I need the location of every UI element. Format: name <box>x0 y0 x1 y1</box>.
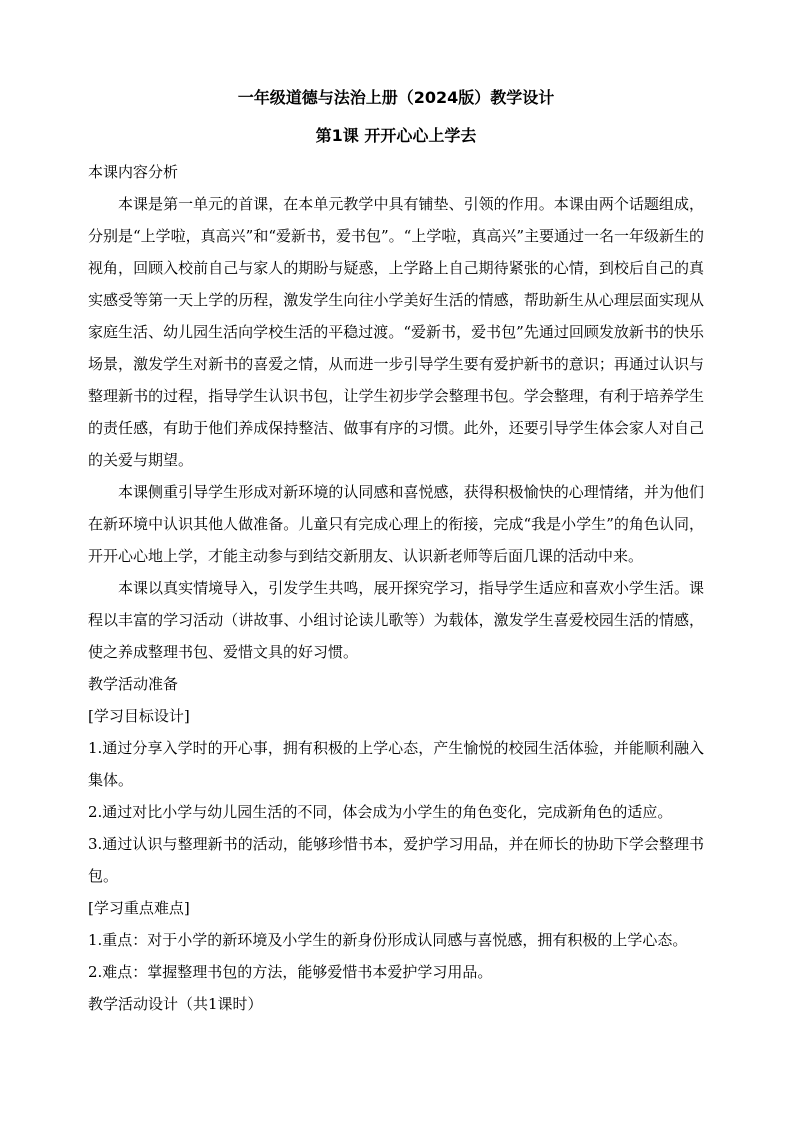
section-heading-design: 教学活动设计（共1课时） <box>88 995 263 1013</box>
key-points-label: [学习重点难点] <box>88 899 190 917</box>
lesson-title: 第1课 开开心心上学去 <box>315 126 477 145</box>
goal-item-2: 2.通过对比小学与幼儿园生活的不同，体会成为小学生的角色变化，完成新角色的适应。 <box>88 803 673 821</box>
analysis-paragraph-3: 本课以真实情境导入，引发学生共鸣，展开探究学习，指导学生适应和喜欢小学生活。课程以丰富的学习活动（讲故事、小组讨论读儿歌等）为载体，激发学生喜爱校园生活的情感，使之养成整理书包、爱惜文具的好习惯。 <box>88 579 704 661</box>
goal-item-3: 3.通过认识与整理新书的活动，能够珍惜书本，爱护学习用品，并在师长的协助下学会整理书包。 <box>88 835 704 885</box>
document-title: 一年级道德与法治上册（2024版）教学设计 <box>237 88 555 107</box>
goal-item-1: 1.通过分享入学时的开心事，拥有积极的上学心态，产生愉悦的校园生活体验，并能顺利融入集体。 <box>88 739 704 789</box>
goals-label: [学习目标设计] <box>88 707 190 725</box>
section-heading-preparation: 教学活动准备 <box>88 675 179 693</box>
key-point-item-2: 2.难点：掌握整理书包的方法，能够爱惜书本爱护学习用品。 <box>88 963 493 981</box>
analysis-paragraph-2: 本课侧重引导学生形成对新环境的认同感和喜悦感，获得积极愉快的心理情绪，并为他们在新环境中认识其他人做准备。儿童只有完成心理上的衔接，完成“我是小学生”的角色认同，开开心心地上学，才能主动参与到结交新朋友、认识新老师等后面几课的活动中来。 <box>88 483 704 565</box>
section-heading-analysis: 本课内容分析 <box>88 163 179 181</box>
analysis-paragraph-1: 本课是第一单元的首课，在本单元教学中具有铺垫、引领的作用。本课由两个话题组成，分别是“上学啦，真高兴”和“爱新书，爱书包”。“上学啦，真高兴”主要通过一名一年级新生的视角，回顾入校前自己与家人的期盼与疑惑，上学路上自己期待紧张的心情，到校后自己的真实感受等第一天上学的历程，激发学生向往小学美好生活的情感，帮助新生从心理层面实现从家庭生活、幼儿园生活向学校生活的平稳过渡。“爱新书，爱书包”先通过回顾发放新书的快乐场景，激发学生对新书的喜爱之情，从而进一步引导学生要有爱护新书的意识；再通过认识与整理新书的过程，指导学生认识书包，让学生初步学会整理书包。学会整理，有利于培养学生的责任感，有助于他们养成保持整洁、做事有序的习惯。此外，还要引导学生体会家人对自己的关爱与期望。 <box>88 195 705 469</box>
key-point-item-1: 1.重点：对于小学的新环境及小学生的新身份形成认同感与喜悦感，拥有积极的上学心态。 <box>88 931 688 949</box>
document-page <box>88 84 704 1020</box>
